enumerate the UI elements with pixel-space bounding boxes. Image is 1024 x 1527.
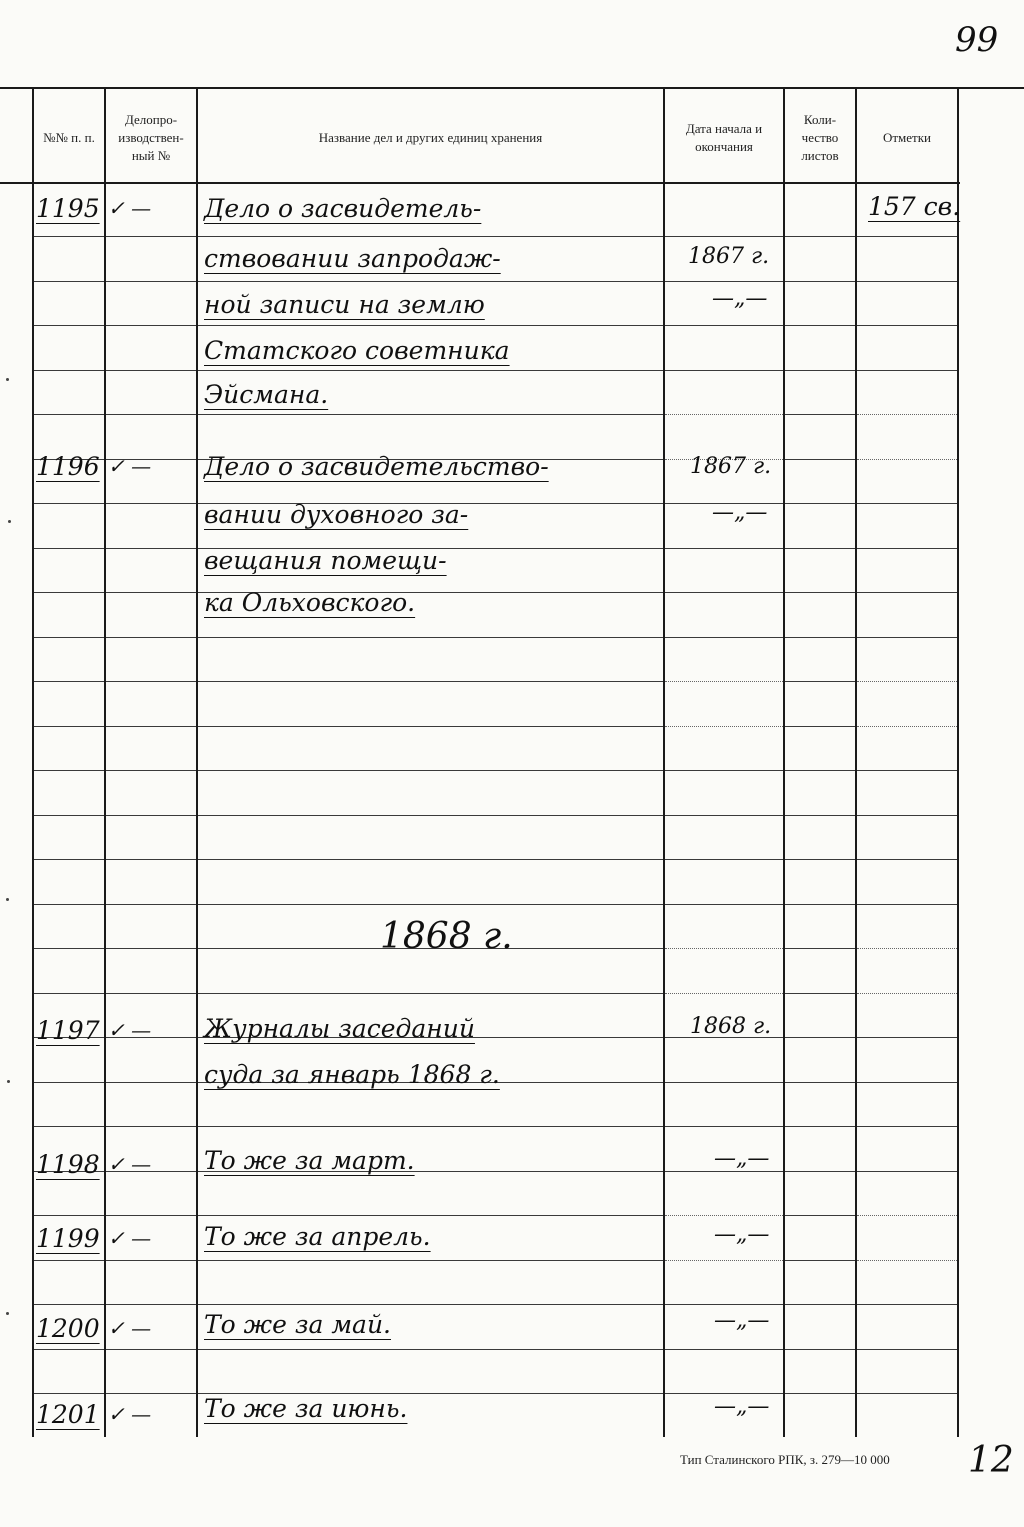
header-marks: Отметки <box>882 130 932 145</box>
ruled-line <box>198 726 663 727</box>
ruled-line <box>665 859 783 860</box>
ruled-line <box>665 1215 783 1216</box>
ruled-line <box>198 1260 663 1261</box>
ruled-line <box>665 1082 783 1083</box>
entry-1196-check: ✓ — <box>108 454 152 478</box>
entry-1196-title-line-4: ка Ольховского. <box>204 588 416 617</box>
entry-1195-date-end: —„— <box>712 286 768 311</box>
entry-1196-num: 1196 <box>36 452 100 481</box>
ruled-line <box>785 1126 855 1127</box>
ruled-line <box>34 1126 104 1127</box>
ruled-line <box>106 859 196 860</box>
ruled-line <box>785 1349 855 1350</box>
ruled-line <box>857 859 957 860</box>
entry-1199-num: 1199 <box>36 1224 100 1253</box>
entry-1195-title-line-4: Статского советника <box>204 336 510 365</box>
entry-1198-check: ✓ — <box>108 1152 152 1176</box>
ruled-line <box>785 236 855 237</box>
entry-1200-date: —„— <box>714 1308 770 1333</box>
header-sheet-count: Коли- чество листов <box>801 112 839 163</box>
table-top-border <box>0 87 1024 89</box>
ruled-line <box>857 592 957 593</box>
ruled-line <box>857 1304 957 1305</box>
ruled-line <box>857 370 957 371</box>
ruled-line <box>665 726 783 727</box>
ruled-line <box>857 770 957 771</box>
entry-1197-title-line-2: суда за январь 1868 г. <box>204 1060 500 1089</box>
entry-1199-check: ✓ — <box>108 1226 152 1250</box>
ruled-line <box>106 592 196 593</box>
ruled-line <box>34 548 104 549</box>
ruled-line <box>34 370 104 371</box>
ruled-line <box>106 1304 196 1305</box>
ruled-line <box>106 1215 196 1216</box>
entry-1198-num: 1198 <box>36 1150 100 1179</box>
ruled-line <box>785 815 855 816</box>
col-divider-5 <box>783 87 785 1437</box>
header-bottom-border <box>0 182 960 184</box>
ruled-line <box>785 548 855 549</box>
col-divider-6 <box>855 87 857 1437</box>
ruled-line <box>785 859 855 860</box>
ruled-line <box>34 414 104 415</box>
ruled-line <box>857 993 957 994</box>
ruled-line <box>198 236 663 237</box>
sheet-number: 12 <box>968 1440 1014 1481</box>
ruled-line <box>785 325 855 326</box>
entry-1195-check: ✓ — <box>108 196 152 220</box>
ruled-line <box>106 503 196 504</box>
ruled-line <box>198 859 663 860</box>
ruled-line <box>34 815 104 816</box>
ruled-line <box>34 948 104 949</box>
ruled-line <box>198 281 663 282</box>
ruled-line <box>785 1215 855 1216</box>
ruled-line <box>198 1349 663 1350</box>
ruled-line <box>857 681 957 682</box>
header-dates: Дата начала и окончания <box>685 121 763 154</box>
ruled-line <box>106 236 196 237</box>
ruled-line <box>106 414 196 415</box>
ruled-line <box>198 770 663 771</box>
col-divider-2 <box>104 87 106 1437</box>
ruled-line <box>106 948 196 949</box>
ruled-line <box>106 1082 196 1083</box>
col-divider-4 <box>663 87 665 1437</box>
header-num: №№ п. п. <box>43 130 95 145</box>
ruled-line <box>34 904 104 905</box>
ruled-line <box>34 770 104 771</box>
ruled-line <box>857 281 957 282</box>
ruled-line <box>34 281 104 282</box>
ruled-line <box>198 370 663 371</box>
ruled-line <box>665 637 783 638</box>
ruled-line <box>785 592 855 593</box>
ruled-line <box>857 904 957 905</box>
ruled-line <box>198 1304 663 1305</box>
entry-1195-mark: 157 св. <box>868 192 961 221</box>
ruled-line <box>785 1082 855 1083</box>
ruled-line <box>857 1171 957 1172</box>
entry-1197-title-line-1: Журналы заседаний <box>204 1014 475 1043</box>
ruled-line <box>857 1126 957 1127</box>
scan-speck <box>6 898 9 901</box>
scan-speck <box>6 378 9 381</box>
ruled-line <box>785 993 855 994</box>
ruled-line <box>198 681 663 682</box>
ruled-line <box>665 592 783 593</box>
ruled-line <box>665 1126 783 1127</box>
scan-speck <box>8 520 11 523</box>
entry-1200-title: То же за май. <box>204 1310 391 1339</box>
ruled-line <box>106 726 196 727</box>
entry-1197-check: ✓ — <box>108 1018 152 1042</box>
ruled-line <box>198 904 663 905</box>
ruled-line <box>785 414 855 415</box>
ruled-line <box>857 1037 957 1038</box>
ruled-line <box>106 1393 196 1394</box>
ruled-line <box>785 681 855 682</box>
ruled-line <box>106 815 196 816</box>
ruled-line <box>785 948 855 949</box>
entry-1195-title-line-5: Эйсмана. <box>204 380 329 409</box>
ruled-line <box>857 1215 957 1216</box>
ruled-line <box>106 904 196 905</box>
ruled-line <box>665 681 783 682</box>
ruled-line <box>665 236 783 237</box>
ruled-line <box>665 414 783 415</box>
ruled-line <box>857 548 957 549</box>
page-number: 99 <box>955 20 999 60</box>
ruled-line <box>665 325 783 326</box>
ruled-line <box>198 993 663 994</box>
entry-1197-num: 1197 <box>36 1016 100 1045</box>
entry-1196-title-line-1: Дело о засвидетельство- <box>204 452 549 481</box>
ruled-line <box>785 770 855 771</box>
ruled-line <box>857 414 957 415</box>
ruled-line <box>106 548 196 549</box>
ruled-line <box>857 236 957 237</box>
ruled-line <box>34 1082 104 1083</box>
ruled-line <box>198 815 663 816</box>
ruled-line <box>34 503 104 504</box>
col-divider-3 <box>196 87 198 1437</box>
ruled-line <box>106 370 196 371</box>
ruled-line <box>857 637 957 638</box>
ruled-line <box>106 1126 196 1127</box>
ruled-line <box>857 325 957 326</box>
entry-1196-title-line-3: вещания помещи- <box>204 546 447 575</box>
ruled-line <box>857 726 957 727</box>
ruled-line <box>665 993 783 994</box>
ruled-line <box>665 1260 783 1261</box>
ruled-line <box>857 459 957 460</box>
ruled-line <box>665 1349 783 1350</box>
ruled-line <box>785 904 855 905</box>
ruled-line <box>106 325 196 326</box>
ruled-line <box>198 325 663 326</box>
ruled-line <box>34 993 104 994</box>
ruled-line <box>106 993 196 994</box>
ruled-line <box>106 637 196 638</box>
ruled-line <box>198 1126 663 1127</box>
entry-1196-date-start: 1867 г. <box>690 454 772 479</box>
ruled-line <box>857 1349 957 1350</box>
ruled-line <box>665 281 783 282</box>
entry-1197-date: 1868 г. <box>690 1014 772 1039</box>
entry-1200-num: 1200 <box>36 1314 100 1343</box>
ruled-line <box>785 1171 855 1172</box>
ruled-line <box>34 681 104 682</box>
ruled-line <box>785 726 855 727</box>
ruled-line <box>34 1393 104 1394</box>
ruled-line <box>665 548 783 549</box>
ruled-line <box>665 948 783 949</box>
col-divider-1 <box>32 87 34 1437</box>
entry-1195-title-line-3: ной записи на землю <box>204 290 485 319</box>
ruled-line <box>198 1215 663 1216</box>
ruled-line <box>34 637 104 638</box>
ruled-line <box>785 1037 855 1038</box>
ruled-line <box>198 414 663 415</box>
ruled-line <box>857 948 957 949</box>
ruled-line <box>34 726 104 727</box>
entry-1195-date-start: 1867 г. <box>688 244 770 269</box>
entry-1198-title: То же за март. <box>204 1146 415 1175</box>
ruled-line <box>665 815 783 816</box>
ruled-line <box>785 370 855 371</box>
header-office-num: Делопро- изводствен- ный № <box>118 112 184 163</box>
entry-1195-title-line-2: ствовании запродаж- <box>204 244 501 273</box>
entry-1201-num: 1201 <box>36 1400 100 1429</box>
entry-1196-title-line-2: вании духовного за- <box>204 500 469 529</box>
entry-1196-date-end: —„— <box>712 500 768 525</box>
ruled-line <box>34 1349 104 1350</box>
ruled-line <box>34 1304 104 1305</box>
ruled-line <box>785 1260 855 1261</box>
ruled-line <box>198 637 663 638</box>
ruled-line <box>665 904 783 905</box>
entry-1199-date: —„— <box>714 1222 770 1247</box>
entry-1195-title-line-1: Дело о засвидетель- <box>204 194 482 223</box>
header-title: Название дел и других единиц хранения <box>318 130 543 145</box>
entry-1201-date: —„— <box>714 1394 770 1419</box>
ruled-line <box>106 1349 196 1350</box>
ruled-line <box>34 325 104 326</box>
ruled-line <box>34 592 104 593</box>
ruled-line <box>34 1260 104 1261</box>
scan-speck <box>6 1312 9 1315</box>
entry-1198-date: —„— <box>714 1146 770 1171</box>
year-heading: 1868 г. <box>380 916 513 957</box>
ruled-line <box>106 281 196 282</box>
col-divider-7 <box>957 87 959 1437</box>
entry-1199-title: То же за апрель. <box>204 1222 431 1251</box>
ruled-line <box>34 236 104 237</box>
entry-1200-check: ✓ — <box>108 1316 152 1340</box>
ruled-line <box>857 503 957 504</box>
ruled-line <box>34 859 104 860</box>
entry-1201-title: То же за июнь. <box>204 1394 408 1423</box>
ruled-line <box>106 1260 196 1261</box>
ruled-line <box>665 370 783 371</box>
ruled-line <box>785 1393 855 1394</box>
entry-1201-check: ✓ — <box>108 1402 152 1426</box>
ruled-line <box>785 637 855 638</box>
ruled-line <box>106 681 196 682</box>
ruled-line <box>857 1393 957 1394</box>
ruled-line <box>785 459 855 460</box>
ruled-line <box>665 1171 783 1172</box>
scan-speck <box>7 1080 10 1083</box>
ruled-line <box>857 1082 957 1083</box>
printer-footer: Тип Сталинского РПК, з. 279—10 000 <box>680 1452 890 1467</box>
ruled-line <box>785 281 855 282</box>
ruled-line <box>857 815 957 816</box>
ruled-line <box>665 770 783 771</box>
ruled-line <box>785 503 855 504</box>
ruled-line <box>106 770 196 771</box>
ruled-line <box>857 1260 957 1261</box>
ruled-line <box>665 1304 783 1305</box>
entry-1195-num: 1195 <box>36 194 100 223</box>
ruled-line <box>785 1304 855 1305</box>
ruled-line <box>34 1215 104 1216</box>
